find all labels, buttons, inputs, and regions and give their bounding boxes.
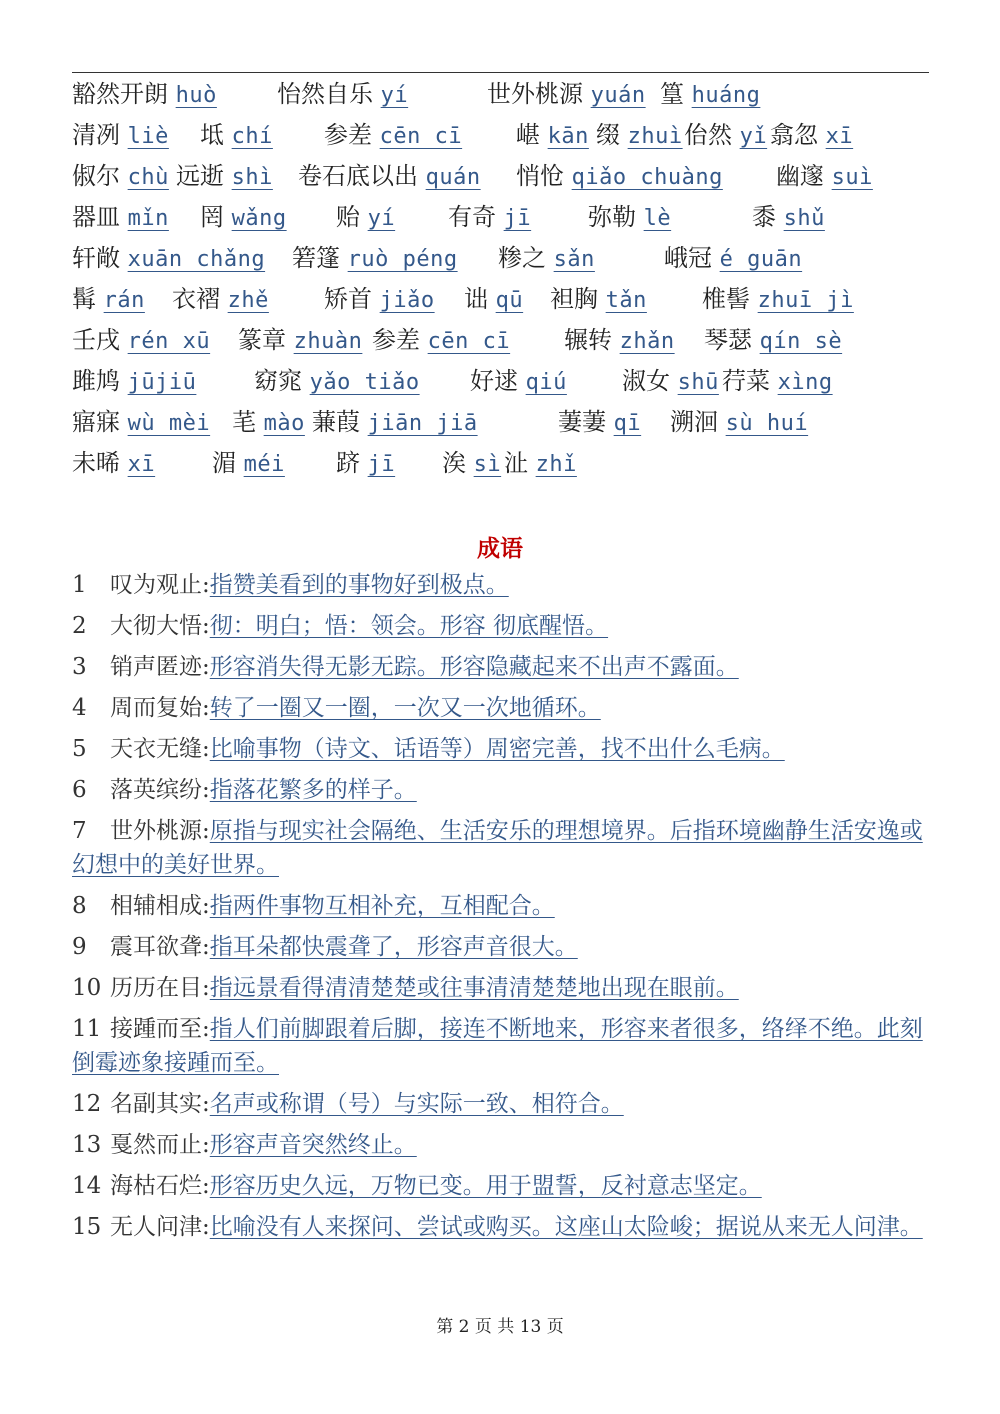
vocab-entry [176,160,273,194]
idiom-definition: 比喻没有人来探问、尝试或购买。这座山太险峻；据说从来无人问津。 [209,1214,923,1240]
idiom-item [72,691,932,725]
vocab-pinyin: mào [263,411,305,436]
idiom-term: 天衣无缝: [110,736,210,762]
idiom-number: 14 [72,1173,102,1199]
vocab-word: 琴瑟 [704,326,752,354]
vocab-word: 箬篷 [292,244,340,272]
vocab-word: 远逝 [176,162,224,190]
vocab-word: 悄怆 [516,162,564,190]
vocab-pinyin: tǎn [605,288,647,313]
idiom-term: 周而复始: [110,695,210,721]
vocab-entry [516,160,723,194]
vocab-pinyin: méi [243,452,285,477]
vocab-entry [200,119,273,153]
vocab-pinyin: shǔ [783,206,825,231]
vocab-row [72,78,932,119]
vocab-entry [172,283,269,317]
vocab-pinyin: cēn cī [379,124,463,149]
vocab-word: 罔 [200,203,224,231]
vocab-word: 幽邃 [776,162,824,190]
vocab-entry [298,160,481,194]
vocab-entry [448,201,531,235]
vocab-entry [564,324,675,358]
idiom-list [72,568,932,1251]
vocab-word: 壬戌 [72,326,120,354]
vocab-word: 跻 [336,449,360,477]
vocab-pinyin: ruò péng [347,247,458,272]
vocab-word: 矫首 [324,285,372,313]
vocab-pinyin: jiān jiā [367,411,478,436]
vocab-pinyin: rén xū [127,329,211,354]
vocab-pinyin: qiú [525,370,567,395]
idiom-number: 8 [72,893,87,919]
idiom-term: 名副其实: [110,1091,210,1117]
vocab-pinyin: chù [127,165,169,190]
idiom-term: 历历在目: [110,975,210,1001]
vocab-word: 豁然开朗 [72,80,168,108]
vocab-word: 蒹葭 [312,408,360,436]
vocab-entry [516,119,589,153]
vocab-entry [72,201,169,235]
vocab-word: 世外桃源 [487,80,583,108]
vocab-pinyin: rán [103,288,145,313]
idiom-number: 7 [72,818,87,844]
vocab-entry [670,406,808,440]
idiom-item [72,814,932,882]
vocab-entry [200,201,287,235]
vocab-pinyin: qū [495,288,524,313]
idiom-term: 叹为观止: [110,572,210,598]
idiom-item [72,930,932,964]
vocab-entry [372,324,510,358]
vocab-word: 溯洄 [670,408,718,436]
vocab-word: 俶尔 [72,162,120,190]
vocab-pinyin: xìng [777,370,833,395]
idiom-item [72,568,932,602]
vocab-row [72,324,932,365]
idiom-definition: 名声或称谓（号）与实际一致、相符合。 [209,1091,624,1117]
vocab-entry [464,283,523,317]
vocab-entry [336,201,395,235]
vocab-entry [277,78,408,112]
vocab-entry [72,447,155,481]
idiom-number: 5 [72,736,87,762]
idiom-item [72,971,932,1005]
vocab-word: 贻 [336,203,360,231]
idiom-definition: 转了一圈又一圈，一次又一次地循环。 [209,695,601,721]
vocab-pinyin: qiǎo chuàng [571,165,723,190]
vocab-word: 辗转 [564,326,612,354]
vocab-word: 篆章 [238,326,286,354]
vocab-entry [254,365,420,399]
vocab-word: 篁 [660,80,684,108]
vocab-word: 沚 [504,449,528,477]
idiom-number: 11 [72,1016,102,1042]
vocab-pinyin: sù huí [725,411,809,436]
vocab-word: 淑女 [622,367,670,395]
vocab-word: 萋萋 [558,408,606,436]
vocab-word: 器皿 [72,203,120,231]
vocab-row [72,160,932,201]
idiom-definition: 原指与现实社会隔绝、生活安乐的理想境界。后指环境幽静生活安逸或幻想中的美好世界。 [72,818,923,878]
vocab-word: 湄 [212,449,236,477]
idiom-definition: 指耳朵都快震聋了，形容声音很大。 [209,934,578,960]
vocab-pinyin: yǐ [739,124,768,149]
vocab-entry [324,283,435,317]
vocab-pinyin: zhuàn [293,329,363,354]
vocab-entry [660,78,760,112]
vocab-pinyin: xuān chǎng [127,247,266,272]
vocab-pinyin: é guān [719,247,803,272]
vocab-word: 缀 [596,121,620,149]
vocab-pinyin: chí [231,124,273,149]
vocab-entry [770,119,853,153]
vocab-pinyin: huò [175,83,217,108]
idiom-number: 2 [72,613,87,639]
idiom-term: 无人问津: [110,1214,210,1240]
vocab-entry [232,406,305,440]
vocab-word: 参差 [372,326,420,354]
idiom-number: 6 [72,777,87,803]
vocab-word: 窈窕 [254,367,302,395]
vocab-row [72,119,932,160]
vocab-entry [776,160,873,194]
vocab-pinyin: wù mèi [127,411,211,436]
idiom-definition: 指人们前脚跟着后脚，接连不断地来，形容来者很多，络绎不绝。此刻倒霉迹象接踵而至。 [72,1016,923,1076]
vocab-entry [596,119,683,153]
vocab-word: 佁然 [684,121,732,149]
idiom-definition: 比喻事物（诗文、话语等）周密完善，找不出什么毛病。 [209,736,785,762]
vocab-entry [588,201,671,235]
idiom-term: 大彻大悟: [110,613,210,639]
vocab-row [72,283,932,324]
vocab-pinyin: shū [677,370,719,395]
vocab-word: 清冽 [72,121,120,149]
vocab-pinyin: jūjiū [127,370,197,395]
vocab-pinyin: yí [367,206,396,231]
idiom-number: 1 [72,572,87,598]
vocab-entry [238,324,362,358]
vocab-entry [72,78,217,112]
vocab-row [72,365,932,406]
vocab-row [72,242,932,283]
idiom-number: 9 [72,934,87,960]
vocab-pinyin: cēn cī [427,329,511,354]
vocab-entry [72,160,169,194]
vocab-pinyin: shì [231,165,273,190]
vocab-word: 弥勒 [588,203,636,231]
vocab-entry [470,365,567,399]
idiom-item [72,889,932,923]
top-rule [72,72,929,73]
vocab-entry [498,242,595,276]
idiom-term: 世外桃源: [110,818,210,844]
vocab-word: 涘 [442,449,466,477]
idiom-definition: 彻：明白；悟：领会。形容 彻底醒悟。 [209,613,609,639]
vocab-pinyin: suì [831,165,873,190]
vocabulary-list [72,78,932,488]
idiom-definition: 指赞美看到的事物好到极点。 [209,572,509,598]
section-title: 成语 [477,535,523,562]
vocab-pinyin: yǎo tiǎo [309,370,420,395]
vocab-word: 荇菜 [722,367,770,395]
vocab-word: 雎鸠 [72,367,120,395]
vocab-pinyin: jiǎo [379,288,435,313]
vocab-pinyin: mǐn [127,206,169,231]
vocab-row [72,447,932,488]
vocab-word: 寤寐 [72,408,120,436]
idiom-definition: 形容历史久远，万物已变。用于盟誓，反衬意志坚定。 [209,1173,762,1199]
vocab-pinyin: wǎng [231,206,287,231]
vocab-word: 有奇 [448,203,496,231]
vocab-word: 髯 [72,285,96,313]
vocab-entry [312,406,478,440]
vocab-pinyin: kān [547,124,589,149]
vocab-entry [487,78,646,112]
idiom-term: 海枯石烂: [110,1173,210,1199]
vocab-word: 卷石底以出 [298,162,418,190]
idiom-definition: 形容声音突然终止。 [209,1132,417,1158]
vocab-pinyin: zhuì [627,124,683,149]
vocab-word: 芼 [232,408,256,436]
idiom-number: 10 [72,975,102,1001]
idiom-item [72,1169,932,1203]
idiom-number: 12 [72,1091,102,1117]
vocab-word: 未晞 [72,449,120,477]
vocab-entry [72,242,265,276]
idiom-item [72,1087,932,1121]
idiom-item [72,773,932,807]
vocab-entry [664,242,802,276]
idiom-term: 接踵而至: [110,1016,210,1042]
vocab-entry [72,365,196,399]
idiom-term: 戛然而止: [110,1132,210,1158]
vocab-entry [212,447,285,481]
vocab-word: 衣褶 [172,285,220,313]
idiom-item [72,609,932,643]
vocab-word: 嵁 [516,121,540,149]
vocab-entry [622,365,719,399]
idiom-term: 震耳欲聋: [110,934,210,960]
vocab-pinyin: xī [825,124,854,149]
vocab-word: 坻 [200,121,224,149]
vocab-pinyin: yí [380,83,409,108]
idiom-number: 4 [72,695,87,721]
idiom-definition: 形容消失得无影无踪。形容隐藏起来不出声不露面。 [209,654,739,680]
idiom-number: 15 [72,1214,102,1240]
vocab-entry [752,201,825,235]
vocab-word: 椎髻 [702,285,750,313]
vocab-pinyin: huáng [691,83,761,108]
vocab-word: 黍 [752,203,776,231]
vocab-entry [684,119,767,153]
idiom-item [72,650,932,684]
vocab-entry [72,119,169,153]
idiom-item [72,732,932,766]
vocab-word: 参差 [324,121,372,149]
vocab-pinyin: liè [127,124,169,149]
vocab-entry [504,447,577,481]
idiom-item [72,1210,932,1244]
idiom-number: 3 [72,654,87,680]
vocab-entry [72,283,145,317]
vocab-entry [292,242,458,276]
vocab-pinyin: quán [425,165,481,190]
vocab-pinyin: zhě [227,288,269,313]
vocab-pinyin: zhǎn [619,329,675,354]
vocab-pinyin: lè [643,206,672,231]
vocab-pinyin: jī [503,206,532,231]
page-footer: 第 2 页 共 13 页 [436,1317,564,1337]
vocab-pinyin: zhǐ [535,452,577,477]
vocab-word: 糁之 [498,244,546,272]
idiom-number: 13 [72,1132,102,1158]
vocab-pinyin: yuán [590,83,646,108]
idiom-term: 落英缤纷: [110,777,210,803]
vocab-pinyin: xī [127,452,156,477]
vocab-entry [72,406,210,440]
idiom-item [72,1012,932,1080]
vocab-entry [722,365,833,399]
vocab-entry [442,447,501,481]
vocab-row [72,406,932,447]
idiom-definition: 指两件事物互相补充，互相配合。 [209,893,555,919]
vocab-word: 翕忽 [770,121,818,149]
vocab-word: 好逑 [470,367,518,395]
vocab-pinyin: zhuī jì [757,288,854,313]
vocab-word: 轩敞 [72,244,120,272]
vocab-pinyin: sì [473,452,502,477]
idiom-definition: 指远景看得清清楚楚或往事清清楚楚地出现在眼前。 [209,975,739,1001]
vocab-pinyin: qī [613,411,642,436]
vocab-entry [704,324,842,358]
vocab-word: 怡然自乐 [277,80,373,108]
idiom-item [72,1128,932,1162]
idiom-term: 销声匿迹: [110,654,210,680]
vocab-entry [336,447,395,481]
vocab-pinyin: jī [367,452,396,477]
vocab-word: 峨冠 [664,244,712,272]
vocab-row [72,201,932,242]
vocab-entry [72,324,210,358]
vocab-entry [550,283,647,317]
vocab-entry [324,119,462,153]
idiom-term: 相辅相成: [110,893,210,919]
vocab-pinyin: qín sè [759,329,843,354]
vocab-entry [702,283,854,317]
vocab-pinyin: sǎn [553,247,595,272]
idiom-definition: 指落花繁多的样子。 [209,777,417,803]
vocab-word: 诎 [464,285,488,313]
vocab-entry [558,406,641,440]
vocab-word: 袒胸 [550,285,598,313]
